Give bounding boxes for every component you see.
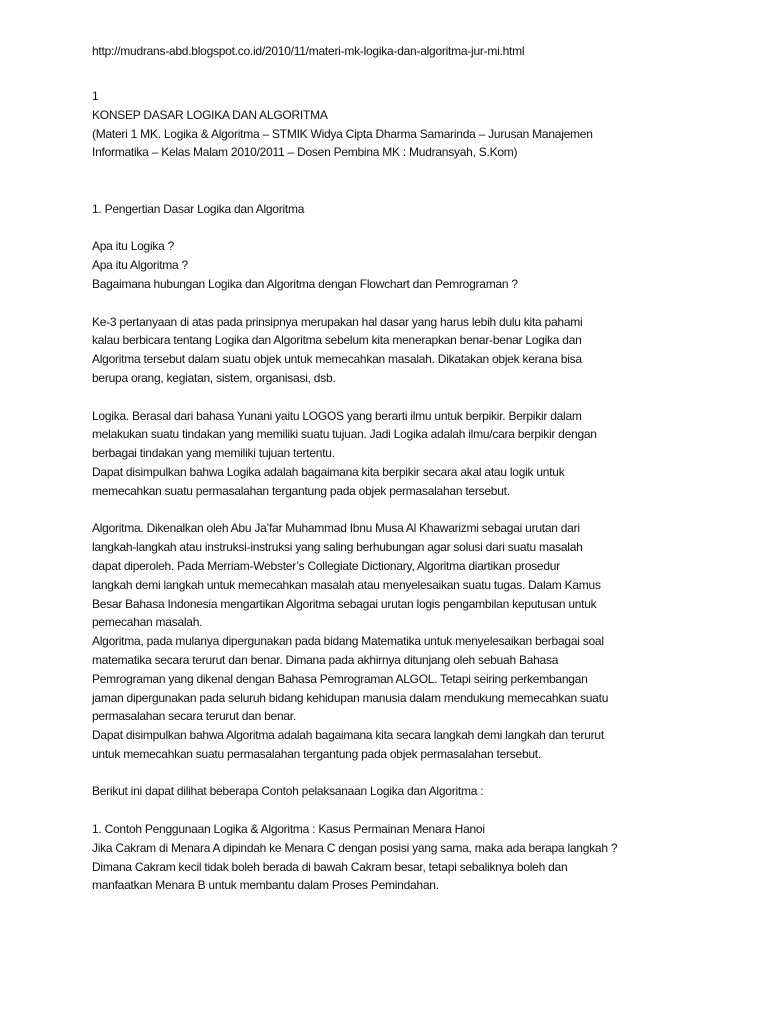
text-line: (Materi 1 MK. Logika & Algoritma – STMIK Widya Cipta Dharma Samarinda – Jurusan Manajemen: [92, 126, 593, 141]
text-line: Besar Bahasa Indonesia mengartikan Algoritma sebagai urutan logis pengambilan keputusan untuk: [92, 596, 597, 611]
text-line: pemecahan masalah.: [92, 615, 203, 630]
text-line: Pemrograman yang dikenal dengan Bahasa Pemrograman ALGOL. Tetapi seiring perkembangan: [92, 671, 588, 686]
text-line: Informatika – Kelas Malam 2010/2011 – Dosen Pembina MK : Mudransyah, S.Kom): [92, 145, 518, 160]
text-line: permasalahan secara terurut dan benar.: [92, 709, 296, 724]
document-body: [92, 87, 732, 895]
text-line: berupa orang, kegiatan, sistem, organisasi, dsb.: [92, 370, 336, 385]
text-line: Berikut ini dapat dilihat beberapa Contoh pelaksanaan Logika dan Algoritma :: [92, 784, 484, 799]
text-line: berbagai tindakan yang memiliki tujuan tertentu.: [92, 446, 335, 461]
text-line: Algoritma. Dikenalkan oleh Abu Ja’far Muhammad Ibnu Musa Al Khawarizmi sebagai urutan dari: [92, 521, 580, 536]
text-line: dapat diperoleh. Pada Merriam-Webster’s Collegiate Dictionary, Algoritma diartikan prosedur: [92, 558, 560, 573]
blank-line: [92, 219, 732, 238]
text-line: KONSEP DASAR LOGIKA DAN ALGORITMA: [92, 107, 328, 122]
text-line: manfaatkan Menara B untuk membantu dalam Proses Pemindahan.: [92, 878, 439, 893]
text-line: 1. Contoh Penggunaan Logika & Algoritma : Kasus Permainan Menara Hanoi: [92, 822, 485, 837]
blank-line: [92, 162, 732, 181]
text-line: memecahkan suatu permasalahan tergantung pada objek permasalahan tersebut.: [92, 483, 510, 498]
text-line: Dimana Cakram kecil tidak boleh berada di bawah Cakram besar, tetapi sebaliknya boleh dan: [92, 859, 568, 874]
blank-line: [92, 388, 732, 407]
text-line: melakukan suatu tindakan yang memiliki suatu tujuan. Jadi Logika adalah ilmu/cara berpikir dengan: [92, 427, 597, 442]
blank-line: [92, 801, 732, 820]
text-line: untuk memecahkan suatu permasalahan tergantung pada objek permasalahan tersebut.: [92, 746, 541, 761]
text-line: jaman dipergunakan pada seluruh bidang kehidupan manusia dalam mendukung memecahkan suatu: [92, 690, 609, 705]
source-url: http://mudrans-abd.blogspot.co.id/2010/11/materi-mk-logika-dan-algoritma-jur-mi.html: [92, 44, 525, 58]
text-line: Dapat disimpulkan bahwa Algoritma adalah bagaimana kita secara langkah demi langkah dan terurut: [92, 728, 604, 743]
text-line: Dapat disimpulkan bahwa Logika adalah bagaimana kita berpikir secara akal atau logik untuk: [92, 464, 565, 479]
text-line: Bagaimana hubungan Logika dan Algoritma dengan Flowchart dan Pemrograman ?: [92, 276, 518, 291]
text-line: 1: [92, 89, 99, 103]
text-line: Apa itu Logika ?: [92, 239, 175, 254]
blank-line: [92, 501, 732, 520]
blank-line: [92, 294, 732, 313]
text-line: Ke-3 pertanyaan di atas pada prinsipnya merupakan hal dasar yang harus lebih dulu kita pahami: [92, 314, 583, 329]
text-line: Jika Cakram di Menara A dipindah ke Menara C dengan posisi yang sama, maka ada berapa langkah ?: [92, 840, 618, 855]
text-line: langkah demi langkah untuk memecahkan masalah atau menyelesaikan suatu tugas. Dalam Kamus: [92, 577, 601, 592]
text-line: Apa itu Algoritma ?: [92, 258, 188, 273]
blank-line: [92, 181, 732, 200]
text-line: Logika. Berasal dari bahasa Yunani yaitu LOGOS yang berarti ilmu untuk berpikir. Berpikir dalam: [92, 408, 582, 423]
text-line: matematika secara terurut dan benar. Dimana pada akhirnya ditunjang oleh sebuah Bahasa: [92, 652, 559, 667]
text-line: Algoritma, pada mulanya dipergunakan pada bidang Matematika untuk menyelesaikan berbagai soal: [92, 634, 604, 649]
text-line: Algoritma tersebut dalam suatu objek untuk memecahkan masalah. Dikatakan objek kerana bisa: [92, 352, 582, 367]
blank-line: [92, 764, 732, 783]
text-line: langkah-langkah atau instruksi-instruksi yang saling berhubungan agar solusi dari suatu masalah: [92, 540, 583, 555]
text-line: kalau berbicara tentang Logika dan Algoritma sebelum kita menerapkan benar-benar Logika dan: [92, 333, 582, 348]
text-line: 1. Pengertian Dasar Logika dan Algoritma: [92, 201, 305, 216]
